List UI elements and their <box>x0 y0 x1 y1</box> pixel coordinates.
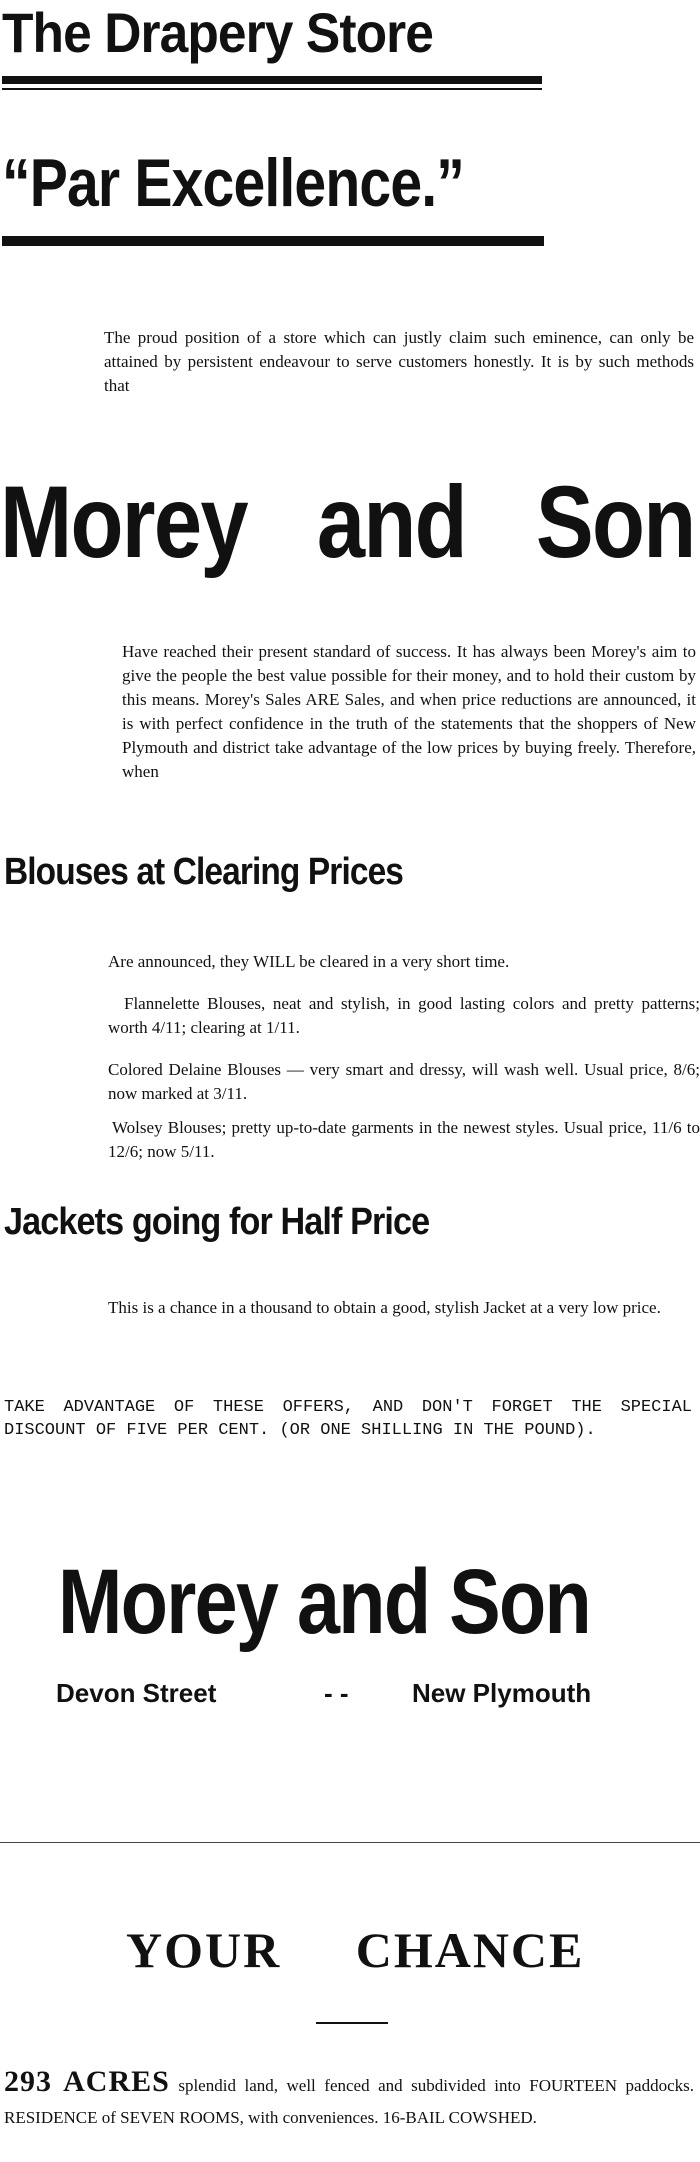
chance-heading: YOUR CHANCE <box>126 1922 585 1978</box>
jackets-text: This is a chance in a thousand to obtain a good, stylish Jacket at a very low price. <box>108 1298 661 1317</box>
blouses-heading: Blouses at Clearing Prices <box>4 851 404 893</box>
farm-listing <box>4 2066 694 2134</box>
footer-brand-name: Morey and Son <box>58 1551 591 1653</box>
blouse-item: Colored Delaine Blouses — very smart and dressy, will wash well. Usual price, 8/6; now marked at 3/11. <box>108 1060 700 1103</box>
standard-text: Have reached their present standard of success. It has always been Morey's aim to give the people the best value possible for their money, and to hold their custom by this means. Morey's Sales ARE Sales, and when price reductions are announced, it is with perfect confidence in the truth of the statements that the shoppers of New Plymouth and district take advantage of the low prices by buying freely. Therefore, when <box>122 642 696 781</box>
brand-banner <box>0 462 700 582</box>
section-divider <box>0 1842 700 1843</box>
address-separator: - - <box>324 1678 349 1708</box>
intro-text: The proud position of a store which can justly claim such eminence, can only be attained by persistent endeavour to serve customers honestly. It is by such methods that <box>104 328 694 395</box>
intro-paragraph <box>104 326 694 398</box>
listing-text: splendid land, well fenced and subdivided into FOURTEEN paddocks. RESIDENCE of SEVEN ROOMS, with conveniences. 16-BAIL COWSHED. <box>4 2076 694 2127</box>
footer-address <box>56 1676 656 1710</box>
discount-notice: TAKE ADVANTAGE OF THESE OFFERS, AND DON'T FORGET THE SPECIAL DISCOUNT OF FIVE PER CENT. (OR ONE SHILLING IN THE POUND). <box>4 1398 692 1440</box>
acreage: 293 ACRES <box>4 2065 170 2098</box>
blouses-intro: Are announced, they WILL be cleared in a very short time. <box>108 952 510 971</box>
slogan: “Par Excellence.” <box>2 145 465 221</box>
blouse-item: Flannelette Blouses, neat and stylish, in good lasting colors and pretty patterns; worth 4/11; clearing at 1/11. <box>108 994 700 1037</box>
jackets-paragraph <box>108 1296 698 1320</box>
brand-banner-text: Morey and Son <box>0 465 695 579</box>
title-underline <box>2 76 542 84</box>
title-underline-thin <box>2 88 542 90</box>
town: New Plymouth <box>412 1678 592 1708</box>
jackets-heading: Jackets going for Half Price <box>4 1201 430 1243</box>
slogan-underline <box>2 236 544 246</box>
blouse-item: Wolsey Blouses; pretty up-to-date garments in the newest styles. Usual price, 11/6 to 12/6; now 5/11. <box>108 1118 700 1161</box>
blouses-section <box>108 950 700 1164</box>
store-title: The Drapery Store <box>2 1 434 64</box>
street: Devon Street <box>56 1678 217 1708</box>
chance-divider <box>316 2022 388 2024</box>
standard-paragraph <box>122 640 696 784</box>
